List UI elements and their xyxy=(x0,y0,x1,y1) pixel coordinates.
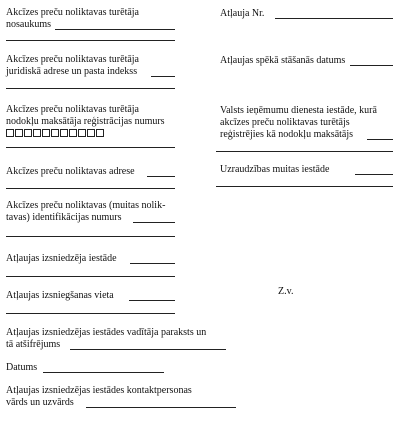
owner-name-input-line[interactable] xyxy=(55,29,175,30)
digit-box[interactable] xyxy=(96,129,104,137)
warehouse-id-input-line[interactable] xyxy=(133,222,175,223)
date-input-line[interactable] xyxy=(43,372,164,373)
issue-place-input-line[interactable] xyxy=(129,300,175,301)
permit-number-input-line[interactable] xyxy=(275,18,393,19)
issue-place-label: Atļaujas izsniegšanas vieta xyxy=(6,290,114,301)
taxpayer-number-boxes[interactable] xyxy=(6,129,105,137)
issuing-office-input-line-2[interactable] xyxy=(6,276,175,277)
valid-from-input-line[interactable] xyxy=(350,65,393,66)
contact-label-1: Atļaujas izsniedzējas iestādes kontaktpersonas xyxy=(6,385,192,396)
warehouse-address-label: Akcīzes preču noliktavas adrese xyxy=(6,166,135,177)
digit-box[interactable] xyxy=(78,129,86,137)
owner-name-label-2: nosaukums xyxy=(6,19,51,30)
issuing-office-label: Atļaujas izsniedzēja iestāde xyxy=(6,253,117,264)
taxpayer-number-label-1: Akcīzes preču noliktavas turētāja xyxy=(6,104,139,115)
customs-office-input-line-2[interactable] xyxy=(216,186,393,187)
valid-from-label: Atļaujas spēkā stāšanās datums xyxy=(220,55,346,66)
warehouse-address-input-line[interactable] xyxy=(147,176,175,177)
sri-office-label-2: akcīzes preču noliktavas turētājs xyxy=(220,117,350,128)
sri-office-label-3: reģistrējies kā nodokļu maksātājs xyxy=(220,129,354,140)
digit-box[interactable] xyxy=(33,129,41,137)
signature-label-2: tā atšifrējums xyxy=(6,339,61,350)
warehouse-id-label-2: tavas) identifikācijas numurs xyxy=(6,212,122,223)
sri-office-input-line[interactable] xyxy=(367,139,393,140)
digit-box[interactable] xyxy=(15,129,23,137)
signature-input-line[interactable] xyxy=(70,349,226,350)
issue-place-input-line-2[interactable] xyxy=(6,313,175,314)
sri-office-input-line-2[interactable] xyxy=(216,151,393,152)
permit-number-label: Atļauja Nr. xyxy=(220,8,265,19)
digit-box[interactable] xyxy=(60,129,68,137)
digit-box[interactable] xyxy=(51,129,59,137)
owner-address-input-line-2[interactable] xyxy=(6,88,175,89)
customs-office-input-line[interactable] xyxy=(355,174,393,175)
owner-address-label-2: juridiskā adrese un pasta indekss xyxy=(6,66,138,77)
warehouse-id-input-line-2[interactable] xyxy=(6,236,175,237)
owner-name-label-1: Akcīzes preču noliktavas turētāja xyxy=(6,7,139,18)
digit-box[interactable] xyxy=(87,129,95,137)
signature-label-1: Atļaujas izsniedzējas iestādes vadītāja paraksts un xyxy=(6,327,207,338)
owner-address-label-1: Akcīzes preču noliktavas turētāja xyxy=(6,54,139,65)
digit-box[interactable] xyxy=(6,129,14,137)
contact-label-2: vārds un uzvārds xyxy=(6,397,74,408)
digit-box[interactable] xyxy=(42,129,50,137)
owner-name-input-line-2[interactable] xyxy=(6,40,175,41)
customs-office-label: Uzraudzības muitas iestāde xyxy=(220,164,330,175)
taxpayer-number-input-line[interactable] xyxy=(6,147,175,148)
contact-input-line[interactable] xyxy=(86,407,236,408)
date-label: Datums xyxy=(6,362,38,373)
warehouse-id-label-1: Akcīzes preču noliktavas (muitas nolik- xyxy=(6,200,166,211)
stamp-placeholder: Z.v. xyxy=(278,286,294,297)
taxpayer-number-label-2: nodokļu maksātāja reģistrācijas numurs xyxy=(6,116,165,127)
digit-box[interactable] xyxy=(24,129,32,137)
digit-box[interactable] xyxy=(69,129,77,137)
issuing-office-input-line[interactable] xyxy=(130,263,175,264)
owner-address-input-line[interactable] xyxy=(151,76,175,77)
sri-office-label-1: Valsts ieņēmumu dienesta iestāde, kurā xyxy=(220,105,377,116)
warehouse-address-input-line-2[interactable] xyxy=(6,188,175,189)
